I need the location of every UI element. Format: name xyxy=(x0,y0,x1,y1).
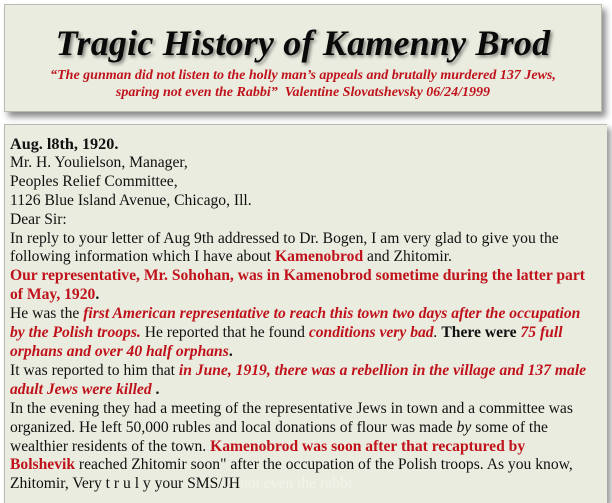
paragraph-1-line-1: In reply to your letter of Aug 9th addressed to Dr. Bogen, I am very glad to give you the xyxy=(10,229,559,247)
paragraph-5-line-4: Bolshevik reached Zhitomir soon" after the occupation of the Polish troops. As you know, xyxy=(10,456,573,474)
quote-attribution: Valentine Slovatshevsky 06/24/1999 xyxy=(284,85,491,100)
paragraph-5-line-3: wealthier residents of the town. Kamenobrod was soon after that recaptured by xyxy=(10,437,526,455)
letter-body xyxy=(5,125,607,494)
paragraph-3-line-3: orphans and over 40 half orphans. xyxy=(10,342,233,360)
title-banner xyxy=(4,4,602,112)
letter-panel xyxy=(4,124,607,503)
quote-text-end: sparing not even the Rabbi” xyxy=(115,85,278,100)
place-highlight: Kamenobrod xyxy=(275,248,364,266)
faint-overlay-text: not even the rabbi xyxy=(239,475,353,493)
place-highlight: Kamenobrod xyxy=(283,267,372,285)
paragraph-3-line-1: He was the first American representative to reach this town two days after the occupation xyxy=(10,305,581,323)
letter-date: Aug. l8th, 1920. xyxy=(10,135,119,153)
paragraph-1-line-2: following information which I have about Kamenobrod and Zhitomir. xyxy=(10,248,452,266)
quote-text: “The gunman did not listen to the holly man’s appeals and brutally murdered 137 Jews, xyxy=(50,68,556,83)
paragraph-4-line-2: adult Jews were killed . xyxy=(10,380,160,398)
recipient-name: Mr. H. Youlielson, Manager, xyxy=(10,153,188,171)
paragraph-3-line-2: by the Polish troops. He reported that he found conditions very bad. There were 75 full xyxy=(10,324,563,342)
page-title: Tragic History of Kamenny Brod xyxy=(55,23,551,63)
paragraph-2-line-2: of May, 1920. xyxy=(10,286,100,304)
paragraph-5-line-1: In the evening they had a meeting of the representative Jews in town and a committee was xyxy=(10,399,573,417)
paragraph-4-line-1: It was reported to him that in June, 1919, there was a rebellion in the village and 137 male xyxy=(10,361,587,379)
recipient-organization: Peoples Relief Committee, xyxy=(10,172,178,190)
quote-block xyxy=(27,67,579,101)
paragraph-5-line-2: organized. He left 50,000 rubles and local donations of flour was made by some of the xyxy=(10,418,548,436)
salutation: Dear Sir: xyxy=(10,210,67,228)
paragraph-5-line-5: Zhitomir, Very t r u l y your SMS/JHnot even the rabbi xyxy=(10,475,353,493)
recipient-address: 1126 Blue Island Avenue, Chicago, Ill. xyxy=(10,191,252,209)
paragraph-2-line-1: Our representative, Mr. Sohohan, was in Kamenobrod sometime during the latter part xyxy=(10,267,585,285)
